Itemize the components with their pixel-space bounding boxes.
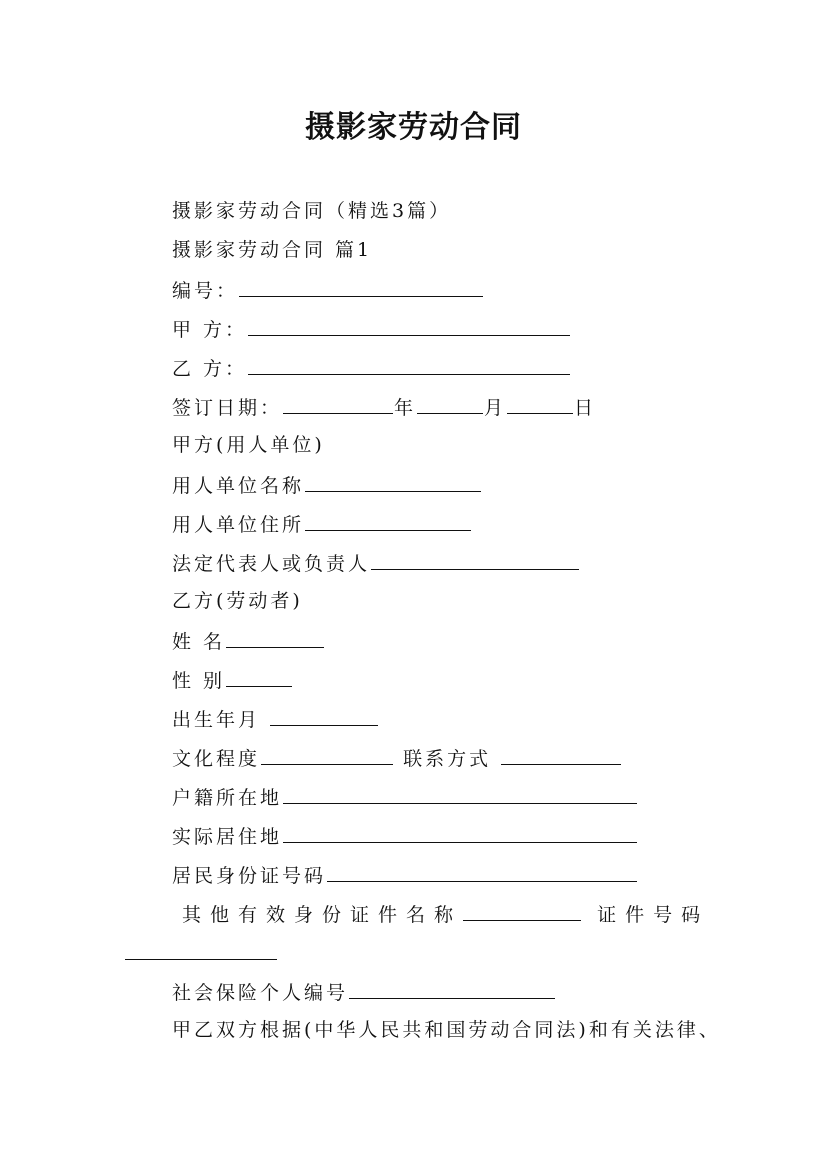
employer-name-label: 用人单位名称 [172,475,305,497]
body-paragraph-start: 甲乙双方根据(中华人民共和国劳动合同法)和有关法律、 [172,1019,721,1041]
party-a-row [172,315,571,343]
id-code-blank [125,939,277,960]
name-row [172,627,325,655]
party-b-blank [248,354,570,375]
id-number-blank [327,861,637,882]
id-number-label: 居民身份证号码 [172,865,327,887]
employer-address-label: 用人单位住所 [172,514,305,536]
other-id-row [182,900,709,928]
sign-date-label: 签订日期： [172,397,283,419]
party-a-label: 甲 方： [172,319,248,341]
education-blank [261,744,393,765]
birth-row [172,705,379,733]
gender-label: 性 别 [172,670,226,692]
contract-number-label: 编号： [172,280,239,302]
document-title: 摄影家劳动合同 [305,110,522,145]
year-label: 年 [394,397,417,419]
education-contact-row [172,744,622,772]
contract-number-row [172,276,484,304]
employer-address-blank [305,510,471,531]
gender-blank [226,666,292,687]
legal-rep-row [172,549,580,577]
party-b-row [172,354,571,382]
legal-rep-label: 法定代表人或负责人 [172,553,371,575]
household-label: 户籍所在地 [172,787,283,809]
gender-row [172,666,293,694]
employer-address-row [172,510,472,538]
id-code-label: 证件号码 [597,904,710,926]
day-blank [507,393,573,414]
household-blank [283,783,637,804]
household-row [172,783,638,811]
contract-number-blank [239,276,483,297]
party-a-heading: 甲方(用人单位) [172,434,325,456]
legal-rep-blank [371,549,579,570]
employer-name-row [172,471,482,499]
contact-label: 联系方式 [403,748,492,770]
name-blank [226,627,324,648]
residence-row [172,822,638,850]
social-security-row [172,978,556,1006]
education-label: 文化程度 [172,748,261,770]
month-blank [417,393,483,414]
name-label: 姓 名 [172,631,226,653]
day-label: 日 [574,397,597,419]
employer-name-blank [305,471,481,492]
party-b-heading: 乙方(劳动者) [172,590,303,612]
residence-label: 实际居住地 [172,826,283,848]
social-security-label: 社会保险个人编号 [172,982,349,1004]
birth-label: 出生年月 [172,709,261,731]
party-a-blank [248,315,570,336]
document-subtitle: 摄影家劳动合同（精选3篇） [172,200,452,222]
birth-blank [270,705,378,726]
party-b-label: 乙 方： [172,358,248,380]
id-number-row [172,861,638,889]
contact-blank [501,744,621,765]
social-security-blank [349,978,555,999]
other-id-label: 其他有效身份证件名称 [182,904,463,926]
other-id-blank [463,900,581,921]
month-label: 月 [484,397,507,419]
residence-blank [283,822,637,843]
sign-date-row [172,393,596,421]
year-blank [283,393,393,414]
section-heading: 摄影家劳动合同 篇1 [172,239,373,261]
id-code-row [124,939,278,967]
